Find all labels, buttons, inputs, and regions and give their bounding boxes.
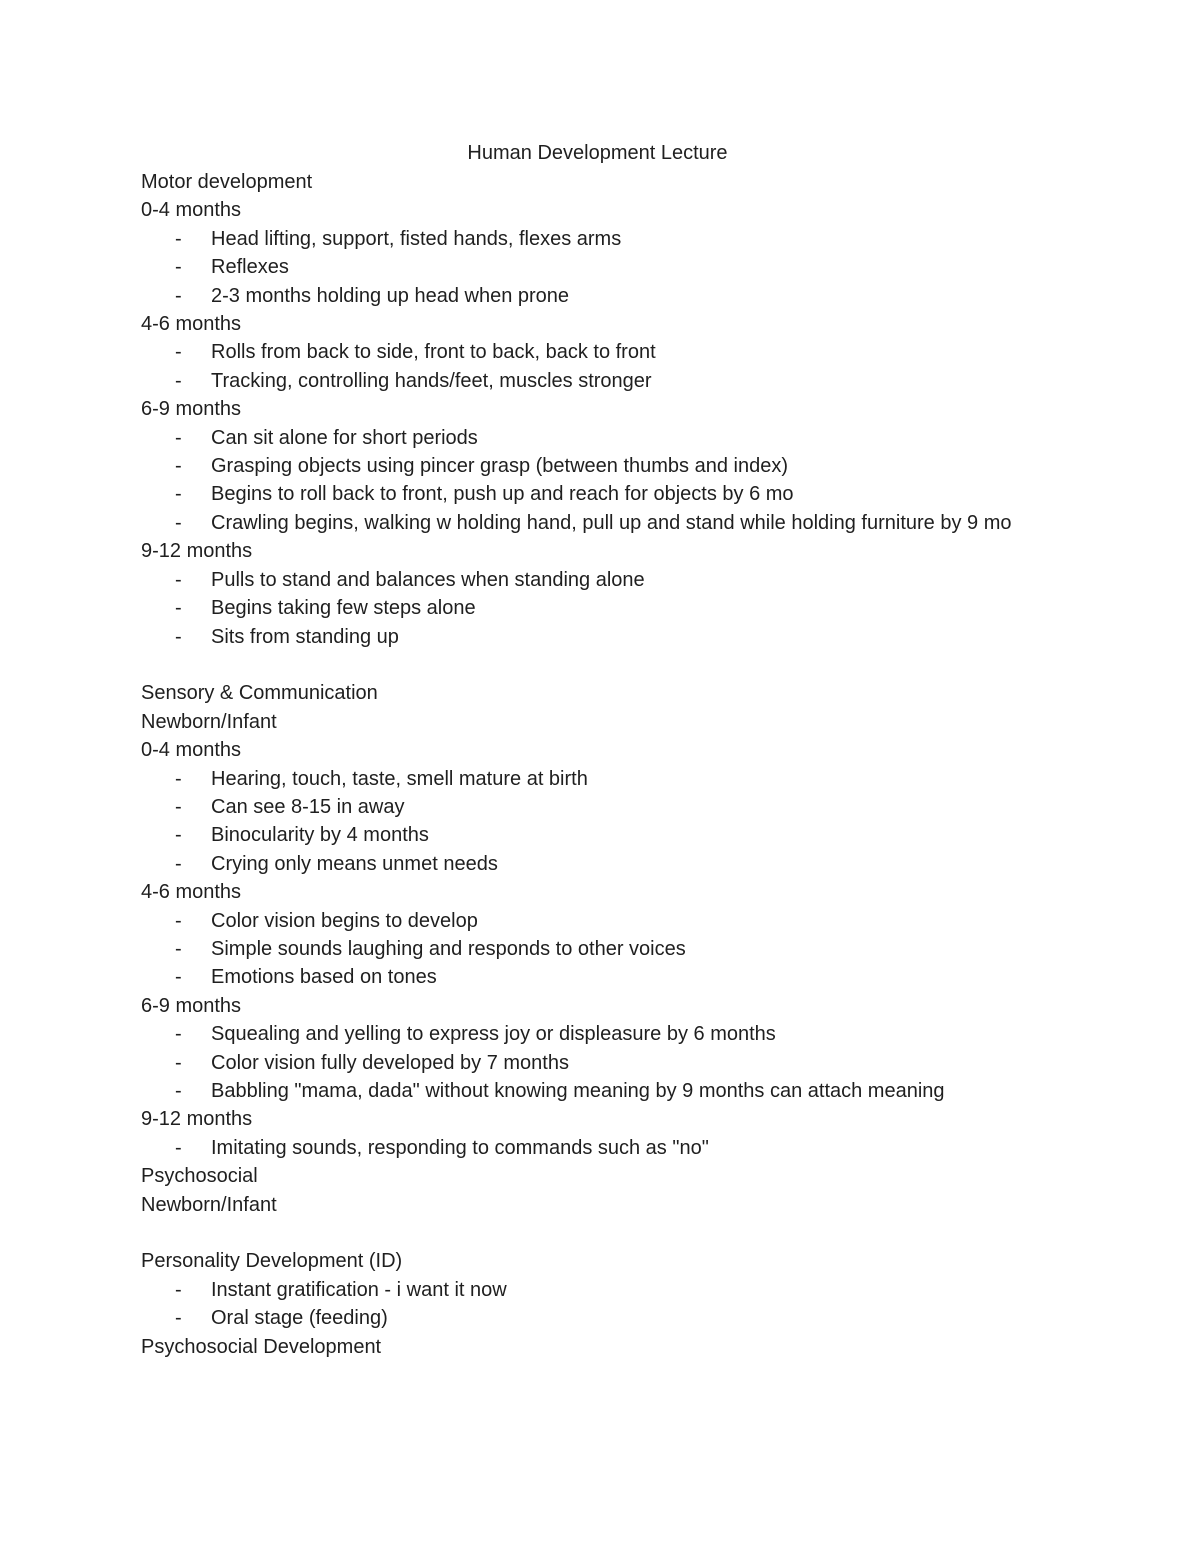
section-heading: Sensory & Communication (141, 682, 378, 705)
bullet-text: Can see 8-15 in away (211, 795, 405, 818)
bullet-text: Can sit alone for short periods (211, 426, 478, 449)
bullet-dash: - (175, 795, 182, 818)
bullet-item (141, 1077, 1041, 1105)
bullet-dash: - (175, 511, 182, 534)
bullet-item (141, 793, 1041, 821)
bullet-dash: - (175, 909, 182, 932)
bullet-dash: - (175, 1278, 182, 1301)
bullet-dash: - (175, 341, 182, 364)
section-heading: 4-6 months (141, 313, 242, 336)
bullet-text: Emotions based on tones (211, 966, 437, 989)
section-heading: Psychosocial (141, 1165, 258, 1188)
section-heading: Newborn/Infant (141, 710, 277, 733)
bullet-dash: - (175, 568, 182, 591)
bullet-text: Reflexes (211, 256, 289, 279)
section-heading: Motor development (141, 171, 313, 193)
bullet-item (141, 509, 1041, 537)
bullet-item (141, 850, 1041, 878)
bullet-text: Binocularity by 4 months (211, 824, 429, 847)
bullet-item (141, 225, 1041, 253)
bullet-item (141, 765, 1041, 793)
section-heading: 6-9 months (141, 994, 242, 1017)
bullet-text: Babbling "mama, dada" without knowing meaning by 9 months can attach meaning (211, 1079, 945, 1102)
section-heading: Personality Development (ID) (141, 1250, 403, 1273)
section-heading: 6-9 months (141, 398, 242, 421)
bullet-item (141, 1276, 1041, 1304)
bullet-text: Begins to roll back to front, push up and reach for objects by 6 mo (211, 483, 794, 506)
bullet-item (141, 367, 1041, 395)
document-title: Human Development Lecture (467, 142, 728, 164)
section-heading: Newborn/Infant (141, 1193, 277, 1216)
bullet-dash: - (175, 369, 182, 392)
bullet-dash: - (175, 1307, 182, 1330)
bullet-item (141, 1020, 1041, 1048)
bullet-text: Rolls from back to side, front to back, back to front (211, 341, 656, 364)
bullet-dash: - (175, 1136, 182, 1159)
bullet-dash: - (175, 597, 182, 620)
bullet-dash: - (175, 824, 182, 847)
bullet-text: Color vision fully developed by 7 months (211, 1051, 569, 1074)
bullet-text: Tracking, controlling hands/feet, muscles stronger (211, 369, 652, 392)
bullet-text: Hearing, touch, taste, smell mature at birth (211, 767, 588, 790)
bullet-dash: - (175, 455, 182, 478)
bullet-dash: - (175, 767, 182, 790)
section-heading: 0-4 months (141, 739, 242, 762)
bullet-text: Crying only means unmet needs (211, 852, 498, 875)
section-heading: Psychosocial Development (141, 1335, 382, 1358)
bullet-dash: - (175, 227, 182, 250)
bullet-item (141, 907, 1041, 935)
bullet-dash: - (175, 1079, 182, 1102)
section-heading: 9-12 months (141, 540, 253, 563)
bullet-text: Squealing and yelling to express joy or displeasure by 6 months (211, 1023, 776, 1046)
bullet-text: 2-3 months holding up head when prone (211, 284, 570, 307)
bullet-item (141, 1304, 1041, 1332)
document-body (141, 168, 1061, 1361)
bullet-dash: - (175, 625, 182, 648)
bullet-item (141, 963, 1041, 991)
bullet-text: Crawling begins, walking w holding hand, pull up and stand while holding furniture by 9 mo (211, 511, 1012, 534)
bullet-text: Instant gratification - i want it now (211, 1278, 507, 1301)
bullet-item (141, 594, 1041, 622)
bullet-text: Pulls to stand and balances when standing alone (211, 568, 645, 591)
bullet-item (141, 1049, 1041, 1077)
bullet-item (141, 282, 1041, 310)
bullet-item (141, 935, 1041, 963)
section-heading: 0-4 months (141, 199, 242, 222)
blank-line (141, 1219, 1061, 1247)
bullet-text: Head lifting, support, fisted hands, flexes arms (211, 227, 622, 250)
bullet-dash: - (175, 256, 182, 279)
bullet-text: Grasping objects using pincer grasp (between thumbs and index) (211, 455, 788, 478)
bullet-item (141, 480, 1041, 508)
section-heading: 4-6 months (141, 881, 242, 904)
bullet-text: Begins taking few steps alone (211, 597, 476, 620)
bullet-dash: - (175, 966, 182, 989)
bullet-dash: - (175, 483, 182, 506)
blank-line (141, 651, 1061, 679)
bullet-text: Oral stage (feeding) (211, 1307, 388, 1330)
section-heading: 9-12 months (141, 1108, 253, 1131)
bullet-text: Simple sounds laughing and responds to other voices (211, 937, 686, 960)
bullet-item (141, 623, 1041, 651)
bullet-item (141, 253, 1041, 281)
bullet-dash: - (175, 937, 182, 960)
bullet-item (141, 566, 1041, 594)
bullet-dash: - (175, 1023, 182, 1046)
bullet-item (141, 338, 1041, 366)
bullet-dash: - (175, 1051, 182, 1074)
bullet-item (141, 1134, 1041, 1162)
bullet-dash: - (175, 426, 182, 449)
bullet-text: Sits from standing up (211, 625, 399, 648)
bullet-dash: - (175, 852, 182, 875)
bullet-item (141, 452, 1041, 480)
bullet-dash: - (175, 284, 182, 307)
bullet-item (141, 424, 1041, 452)
bullet-text: Color vision begins to develop (211, 909, 478, 932)
bullet-item (141, 821, 1041, 849)
bullet-text: Imitating sounds, responding to commands such as "no" (211, 1136, 709, 1159)
